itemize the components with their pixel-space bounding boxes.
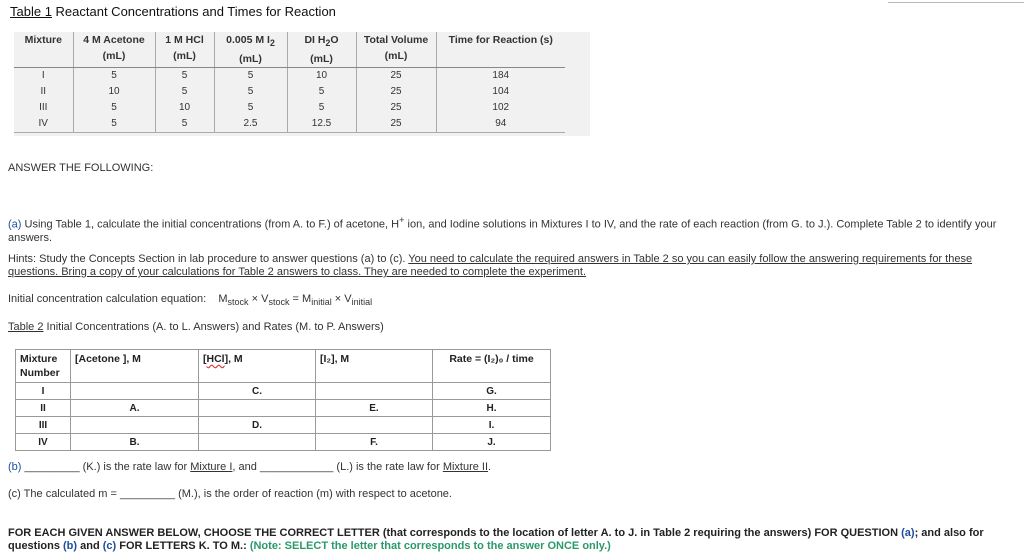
table-row — [14, 100, 565, 116]
t1-cell: II — [14, 84, 73, 100]
t1-header-mixture: Mixture — [14, 32, 73, 68]
table-row — [16, 400, 551, 417]
t2-header-acetone: [Acetone ], M — [71, 350, 199, 383]
question-b: (b) _________ (K.) is the rate law for Mixture I, and ____________ (L.) is the rate law for Mixture II. — [8, 461, 492, 473]
table2 — [15, 349, 551, 451]
t1-cell: 2.5 — [214, 116, 287, 133]
t1-cell: 5 — [287, 84, 356, 100]
t2-cell — [199, 434, 316, 451]
t1-cell: 12.5 — [287, 116, 356, 133]
question-a: (a) Using Table 1, calculate the initial concentrations (from A. to F.) of acetone, H+ ion, and Iodine solutions in Mixtures I to IV, and the rate of each reaction (from G. to J.). Complete Table 2 to identify your answers. — [8, 215, 997, 244]
t2-cell: B. — [71, 434, 199, 451]
table1 — [14, 32, 590, 136]
t1-cell: I — [14, 68, 73, 85]
t1-cell: 10 — [287, 68, 356, 85]
t1-cell: 184 — [492, 70, 510, 82]
equation: Initial concentration calculation equation: $M_{stock} \times V_{stock} = M_{initial} \times V_{initial}$ — [8, 293, 373, 308]
t1-cell: 102 — [492, 102, 510, 114]
t1-cell: 94 — [436, 116, 565, 133]
table-row — [16, 383, 551, 400]
t2-cell — [71, 383, 199, 400]
t1-header-hcl: 1 M HCl (mL) — [155, 32, 214, 68]
t2-cell — [199, 400, 316, 417]
table-row — [14, 84, 565, 100]
table-row — [16, 417, 551, 434]
t1-cell: 5 — [155, 116, 214, 133]
t2-cell: II — [16, 400, 71, 417]
t1-cell: 5 — [214, 100, 287, 116]
t1-cell: 5 — [155, 84, 214, 100]
t1-cell: 104 — [492, 86, 510, 98]
t2-cell: J. — [433, 434, 551, 451]
t2-cell: E. — [316, 400, 433, 417]
top-divider — [888, 0, 1024, 3]
table2-title: Table 2 Initial Concentrations (A. to L. Answers) and Rates (M. to P. Answers) — [8, 321, 384, 333]
t1-cell: IV — [14, 116, 73, 133]
t2-cell: C. — [199, 383, 316, 400]
t2-cell — [71, 417, 199, 434]
t1-cell: III — [14, 100, 73, 116]
t2-cell — [316, 383, 433, 400]
table1-title: Table 1 Reactant Concentrations and Times for Reaction — [10, 4, 336, 19]
t1-header-water: DI $H_2O$ (mL) — [287, 32, 356, 68]
t2-cell: I. — [433, 417, 551, 434]
t2-cell: F. — [316, 434, 433, 451]
t1-cell: 5 — [214, 68, 287, 85]
t1-cell: 5 — [155, 68, 214, 85]
t2-header-rate: Rate = (I₂)₀ / time — [433, 350, 551, 383]
table-row — [16, 434, 551, 451]
t1-cell: 5 — [73, 100, 155, 116]
t1-cell: 10 — [155, 100, 214, 116]
t1-cell: 5 — [287, 100, 356, 116]
t2-header-iodine: [I₂], M — [316, 350, 433, 383]
final-instruction: FOR EACH GIVEN ANSWER BELOW, CHOOSE THE CORRECT LETTER (that corresponds to the location of letter A. to J. in Table 2 requiring the answers) FOR QUESTION (a); and also for questions (b) and (c) FOR LETTERS K. TO M.: (Note: SELECT the letter that corresponds to the answer ONCE only.) — [8, 527, 984, 552]
table-row — [14, 116, 565, 133]
t2-cell: IV — [16, 434, 71, 451]
t1-cell: 5 — [214, 84, 287, 100]
t1-header-total-volume: Total Volume (mL) — [356, 32, 436, 68]
t1-cell: 25 — [356, 84, 436, 100]
t2-cell: D. — [199, 417, 316, 434]
t2-cell: III — [16, 417, 71, 434]
t2-cell — [316, 417, 433, 434]
t1-header-acetone: 4 M Acetone (mL) — [73, 32, 155, 68]
table-row — [14, 68, 565, 85]
t2-cell: A. — [71, 400, 199, 417]
t1-cell: 5 — [73, 116, 155, 133]
t1-cell: 25 — [356, 116, 436, 133]
t2-header-mixture: Mixture Number — [16, 350, 71, 383]
t1-cell: 25 — [356, 100, 436, 116]
t2-cell: H. — [433, 400, 551, 417]
t1-header-time: Time for Reaction (s) — [436, 32, 565, 68]
answer-heading: ANSWER THE FOLLOWING: — [8, 162, 154, 174]
t2-cell: I — [16, 383, 71, 400]
t2-header-hcl: [HCl], M — [199, 350, 316, 383]
t1-cell: 5 — [73, 68, 155, 85]
t1-cell: 10 — [73, 84, 155, 100]
t1-header-iodine: 0.005 M $I_2$ (mL) — [214, 32, 287, 68]
t1-cell: 25 — [356, 68, 436, 85]
question-c: (c) The calculated m = _________ (M.), is the order of reaction (m) with respect to acetone. — [8, 488, 452, 500]
t2-cell: G. — [433, 383, 551, 400]
hints: Hints: Study the Concepts Section in lab procedure to answer questions (a) to (c). You need to calculate the required answers in Table 2 so you can easily follow the answering requirements for these questions. Bring a copy of your calculations for Table 2 answers to class. They are needed to complete the experiment. — [8, 253, 973, 278]
